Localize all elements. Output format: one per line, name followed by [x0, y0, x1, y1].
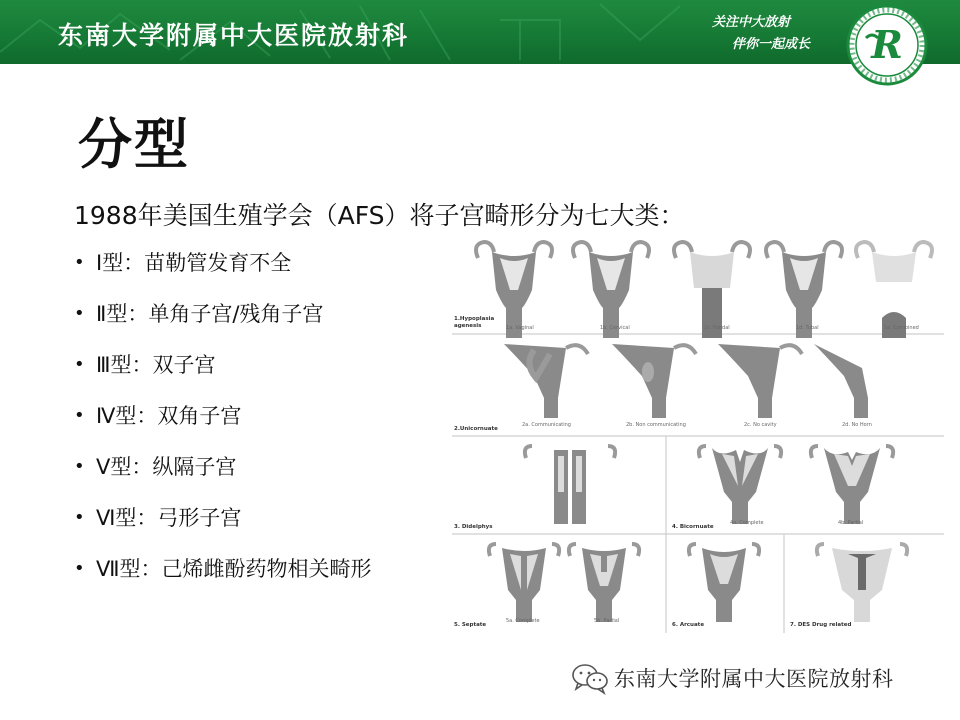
- row2-item: 2a. Communicating: [522, 422, 571, 428]
- row2-item: 2b. Non communicating: [626, 422, 686, 428]
- wechat-icon: [570, 661, 610, 695]
- row-septate-arcuate-des: [454, 544, 907, 628]
- list-item: • Ⅰ型：苗勒管发育不全: [74, 248, 372, 299]
- row2-item: 2c. No cavity: [744, 422, 777, 428]
- list-item: • Ⅶ型：己烯雌酚药物相关畸形: [74, 554, 372, 605]
- row3-item: 4b. Partial: [838, 520, 864, 526]
- bicornuate-label: 4. Bicornuate: [672, 524, 714, 530]
- list-item-label: Ⅳ型：双角子宫: [96, 404, 242, 428]
- classification-list: [74, 248, 372, 605]
- logo-letter: R: [871, 22, 903, 67]
- list-item: • Ⅵ型：弓形子宫: [74, 503, 372, 554]
- list-item-label: Ⅴ型：纵隔子宫: [96, 455, 237, 479]
- header-bar: [0, 0, 960, 64]
- row1-item: 1b. Cervical: [600, 325, 630, 331]
- row1-label-2: agenesis: [454, 323, 482, 329]
- hospital-logo: [846, 4, 928, 86]
- header-title: 东南大学附属中大医院放射科: [58, 21, 410, 50]
- uterine-anomaly-diagram: [444, 238, 950, 633]
- slide-subtitle: 1988年美国生殖学会（AFS）将子宫畸形分为七大类：: [74, 201, 685, 230]
- header-slogan: [706, 12, 826, 56]
- slide-title: 分型: [78, 113, 190, 176]
- list-item-label: Ⅰ型：苗勒管发育不全: [96, 251, 292, 275]
- des-label: 7. DES Drug related: [790, 622, 852, 628]
- row-hypoplasia: [454, 242, 932, 338]
- row2-label: 2.Unicornuate: [454, 426, 498, 432]
- arcuate-label: 6. Arcuate: [672, 622, 705, 628]
- list-item-label: Ⅵ型：弓形子宫: [96, 506, 242, 530]
- slogan-line-1: 关注中大放射: [712, 15, 791, 30]
- list-item-label: Ⅶ型：己烯雌酚药物相关畸形: [96, 557, 372, 581]
- slogan-line-2: 伴你一起成长: [732, 37, 811, 52]
- list-item: • Ⅲ型：双子宫: [74, 350, 372, 401]
- didelphys-label: 3. Didelphys: [454, 524, 493, 530]
- row2-item: 2d. No Horn: [842, 422, 872, 428]
- row-unicornuate: [454, 344, 872, 432]
- watermark-text: 东南大学附属中大医院放射科: [614, 667, 894, 691]
- septate-item: 5a. Complete: [506, 618, 540, 624]
- septate-item: 5b. Partial: [594, 618, 620, 624]
- list-item: • Ⅳ型：双角子宫: [74, 401, 372, 452]
- list-item: • Ⅴ型：纵隔子宫: [74, 452, 372, 503]
- septate-label: 5. Septate: [454, 622, 487, 628]
- list-item-label: Ⅲ型：双子宫: [96, 353, 216, 377]
- row3-item: 4a. Complete: [730, 520, 764, 526]
- row-didelphys-bicornuate: [454, 446, 893, 530]
- wechat-watermark: [570, 661, 894, 695]
- row1-item: 1e. Combined: [884, 325, 919, 331]
- row1-label-1: 1.Hypoplasia: [454, 316, 495, 322]
- row1-item: 1c. Fundal: [704, 325, 730, 331]
- row1-item: 1d. Tubal: [796, 325, 819, 331]
- row1-item: 1a. Vaginal: [506, 325, 534, 331]
- list-item-label: Ⅱ型：单角子宫/残角子宫: [96, 302, 324, 326]
- list-item: • Ⅱ型：单角子宫/残角子宫: [74, 299, 372, 350]
